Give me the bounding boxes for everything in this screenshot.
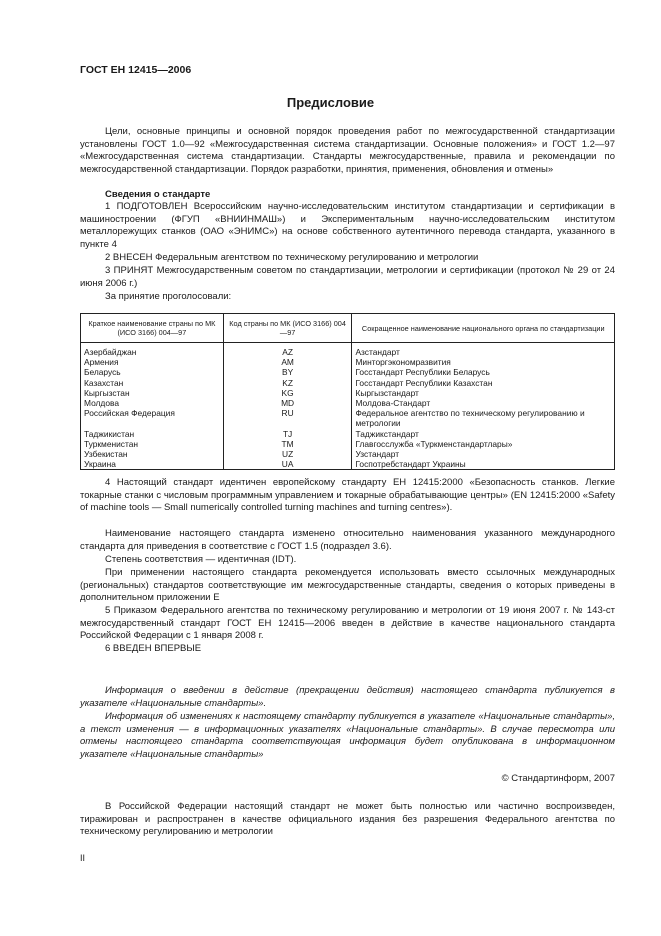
code-cell: TJ <box>223 429 352 439</box>
item-1-paragraph: 1 ПОДГОТОВЛЕН Всероссийским научно-исследовательским институтом стандартизации и сертификации в машиностроении (ФГУП «ВНИИНМАШ») и Экспериментальным научно-исследовательским институтом металлорежущих станков (ОАО «ЭНИМС») на основе собственного аутентичного перевода стандарта, указанного в пункте 4 <box>80 201 615 250</box>
item-3-paragraph: 3 ПРИНЯТ Межгосударственным советом по стандартизации, метрологии и сертификации (протокол № 29 от 24 июня 2006 г.) <box>80 265 615 289</box>
table-row <box>81 378 615 388</box>
table-row <box>81 459 615 470</box>
code-cell: AM <box>223 357 352 367</box>
country-cell: Украина <box>81 459 224 470</box>
table-row <box>81 398 615 408</box>
code-cell: AZ <box>223 343 352 358</box>
item-5-paragraph: 5 Приказом Федерального агентства по техническому регулированию и метрологии от 19 июня 2007 г. № 143-ст межгосударственный стандарт ГОСТ ЕН 12415—2006 введен в действие в качестве национального стандарта Российской Федерации с 1 января 2008 г. <box>80 605 615 642</box>
table-row <box>81 439 615 449</box>
body-cell: Кыргызстандарт <box>352 388 615 398</box>
name-change-paragraph: Наименование настоящего стандарта изменено относительно наименования указанного международного стандарта для приведения в соответствие с ГОСТ 1.5 (подраздел 3.6). <box>80 528 615 552</box>
table-row <box>81 367 615 377</box>
body-cell: Азстандарт <box>352 343 615 358</box>
page-title: Предисловие <box>286 95 375 110</box>
body-cell: Госпотребстандарт Украины <box>352 459 615 470</box>
body-cell: Таджикстандарт <box>352 429 615 439</box>
body-cell: Минторгэкономразвития <box>352 357 615 367</box>
country-cell: Беларусь <box>81 367 224 377</box>
column-header-code: Код страны по МК (ИСО 3166) 004—97 <box>223 314 352 343</box>
country-cell: Молдова <box>81 398 224 408</box>
table-row <box>81 388 615 398</box>
page-number: II <box>80 853 86 863</box>
body-cell: Главгосслужба «Туркменстандартлары» <box>352 439 615 449</box>
code-cell: BY <box>223 367 352 377</box>
copyright-notice: © Стандартинформ, 2007 <box>501 773 615 784</box>
code-cell: KG <box>223 388 352 398</box>
degree-paragraph: Степень соответствия — идентичная (IDT). <box>105 554 297 565</box>
voting-table <box>80 313 615 470</box>
references-paragraph: При применении настоящего стандарта рекомендуется использовать вместо ссылочных международных (региональных) стандартов соответствующие им межгосударственные стандарты, сведения о которых приведены в дополнительном приложении Е <box>80 567 615 604</box>
code-cell: TM <box>223 439 352 449</box>
body-cell: Федеральное агентство по техническому регулированию и метрологии <box>352 408 615 428</box>
code-cell: RU <box>223 408 352 428</box>
table-row <box>81 408 615 428</box>
info-paragraph-2: Информация об изменениях к настоящему стандарту публикуется в указателе «Национальные стандарты», а текст изменения — в информационных указателях «Национальные стандарты». В случае пересмотра или отмены настоящего стандарта соответствующая информация будет опубликована в информационном указателе «Национальные стандарты» <box>80 711 615 760</box>
column-header-body: Сокращенное наименование национального органа по стандартизации <box>352 314 615 343</box>
country-cell: Узбекистан <box>81 449 224 459</box>
item-2-paragraph: 2 ВНЕСЕН Федеральным агентством по техническому регулированию и метрологии <box>105 252 479 263</box>
body-cell: Молдова-Стандарт <box>352 398 615 408</box>
rights-paragraph: В Российской Федерации настоящий стандарт не может быть полностью или частично воспроизведен, тиражирован и распространен в качестве официального издания без разрешения Федерального агентства по техническому регулированию и метрологии <box>80 801 615 838</box>
info-paragraph-1: Информация о введении в действие (прекращении действия) настоящего стандарта публикуется в указателе «Национальные стандарты». <box>80 685 615 709</box>
table-header-row <box>81 314 615 343</box>
table-row <box>81 357 615 367</box>
code-cell: UZ <box>223 449 352 459</box>
item-4-paragraph: 4 Настоящий стандарт идентичен европейскому стандарту ЕН 12415:2000 «Безопасность станков. Легкие токарные станки с числовым программным управлением и токарные обрабатывающие центры» (EN 12415:2000 «Safety of machine tools — Small numerically controlled turning machines and turning centres»). <box>80 477 615 514</box>
body-cell: Узстандарт <box>352 449 615 459</box>
country-cell: Кыргызстан <box>81 388 224 398</box>
country-cell: Таджикистан <box>81 429 224 439</box>
table-row <box>81 429 615 439</box>
document-header: ГОСТ ЕН 12415—2006 <box>80 64 192 76</box>
country-cell: Туркменистан <box>81 439 224 449</box>
country-cell: Армения <box>81 357 224 367</box>
section-subheading: Сведения о стандарте <box>105 189 211 200</box>
country-cell: Казахстан <box>81 378 224 388</box>
country-cell: Азербайджан <box>81 343 224 358</box>
code-cell: UA <box>223 459 352 470</box>
country-cell: Российская Федерация <box>81 408 224 428</box>
column-header-country: Краткое наименование страны по МК (ИСО 3166) 004—97 <box>81 314 224 343</box>
vote-intro: За принятие проголосовали: <box>105 291 232 302</box>
intro-paragraph: Цели, основные принципы и основной порядок проведения работ по межгосударственной стандартизации установлены ГОСТ 1.0—92 «Межгосударственная система стандартизации. Основные положения» и ГОСТ 1.2—97 «Межгосударственная система стандартизации. Стандарты межгосударственные, правила и рекомендации по межгосударственной стандартизации. Порядок разработки, принятия, применения, обновления и отмены» <box>80 126 615 175</box>
table-row <box>81 343 615 358</box>
code-cell: KZ <box>223 378 352 388</box>
item-6-paragraph: 6 ВВЕДЕН ВПЕРВЫЕ <box>105 643 202 654</box>
body-cell: Госстандарт Республики Беларусь <box>352 367 615 377</box>
code-cell: MD <box>223 398 352 408</box>
table-row <box>81 449 615 459</box>
body-cell: Госстандарт Республики Казахстан <box>352 378 615 388</box>
